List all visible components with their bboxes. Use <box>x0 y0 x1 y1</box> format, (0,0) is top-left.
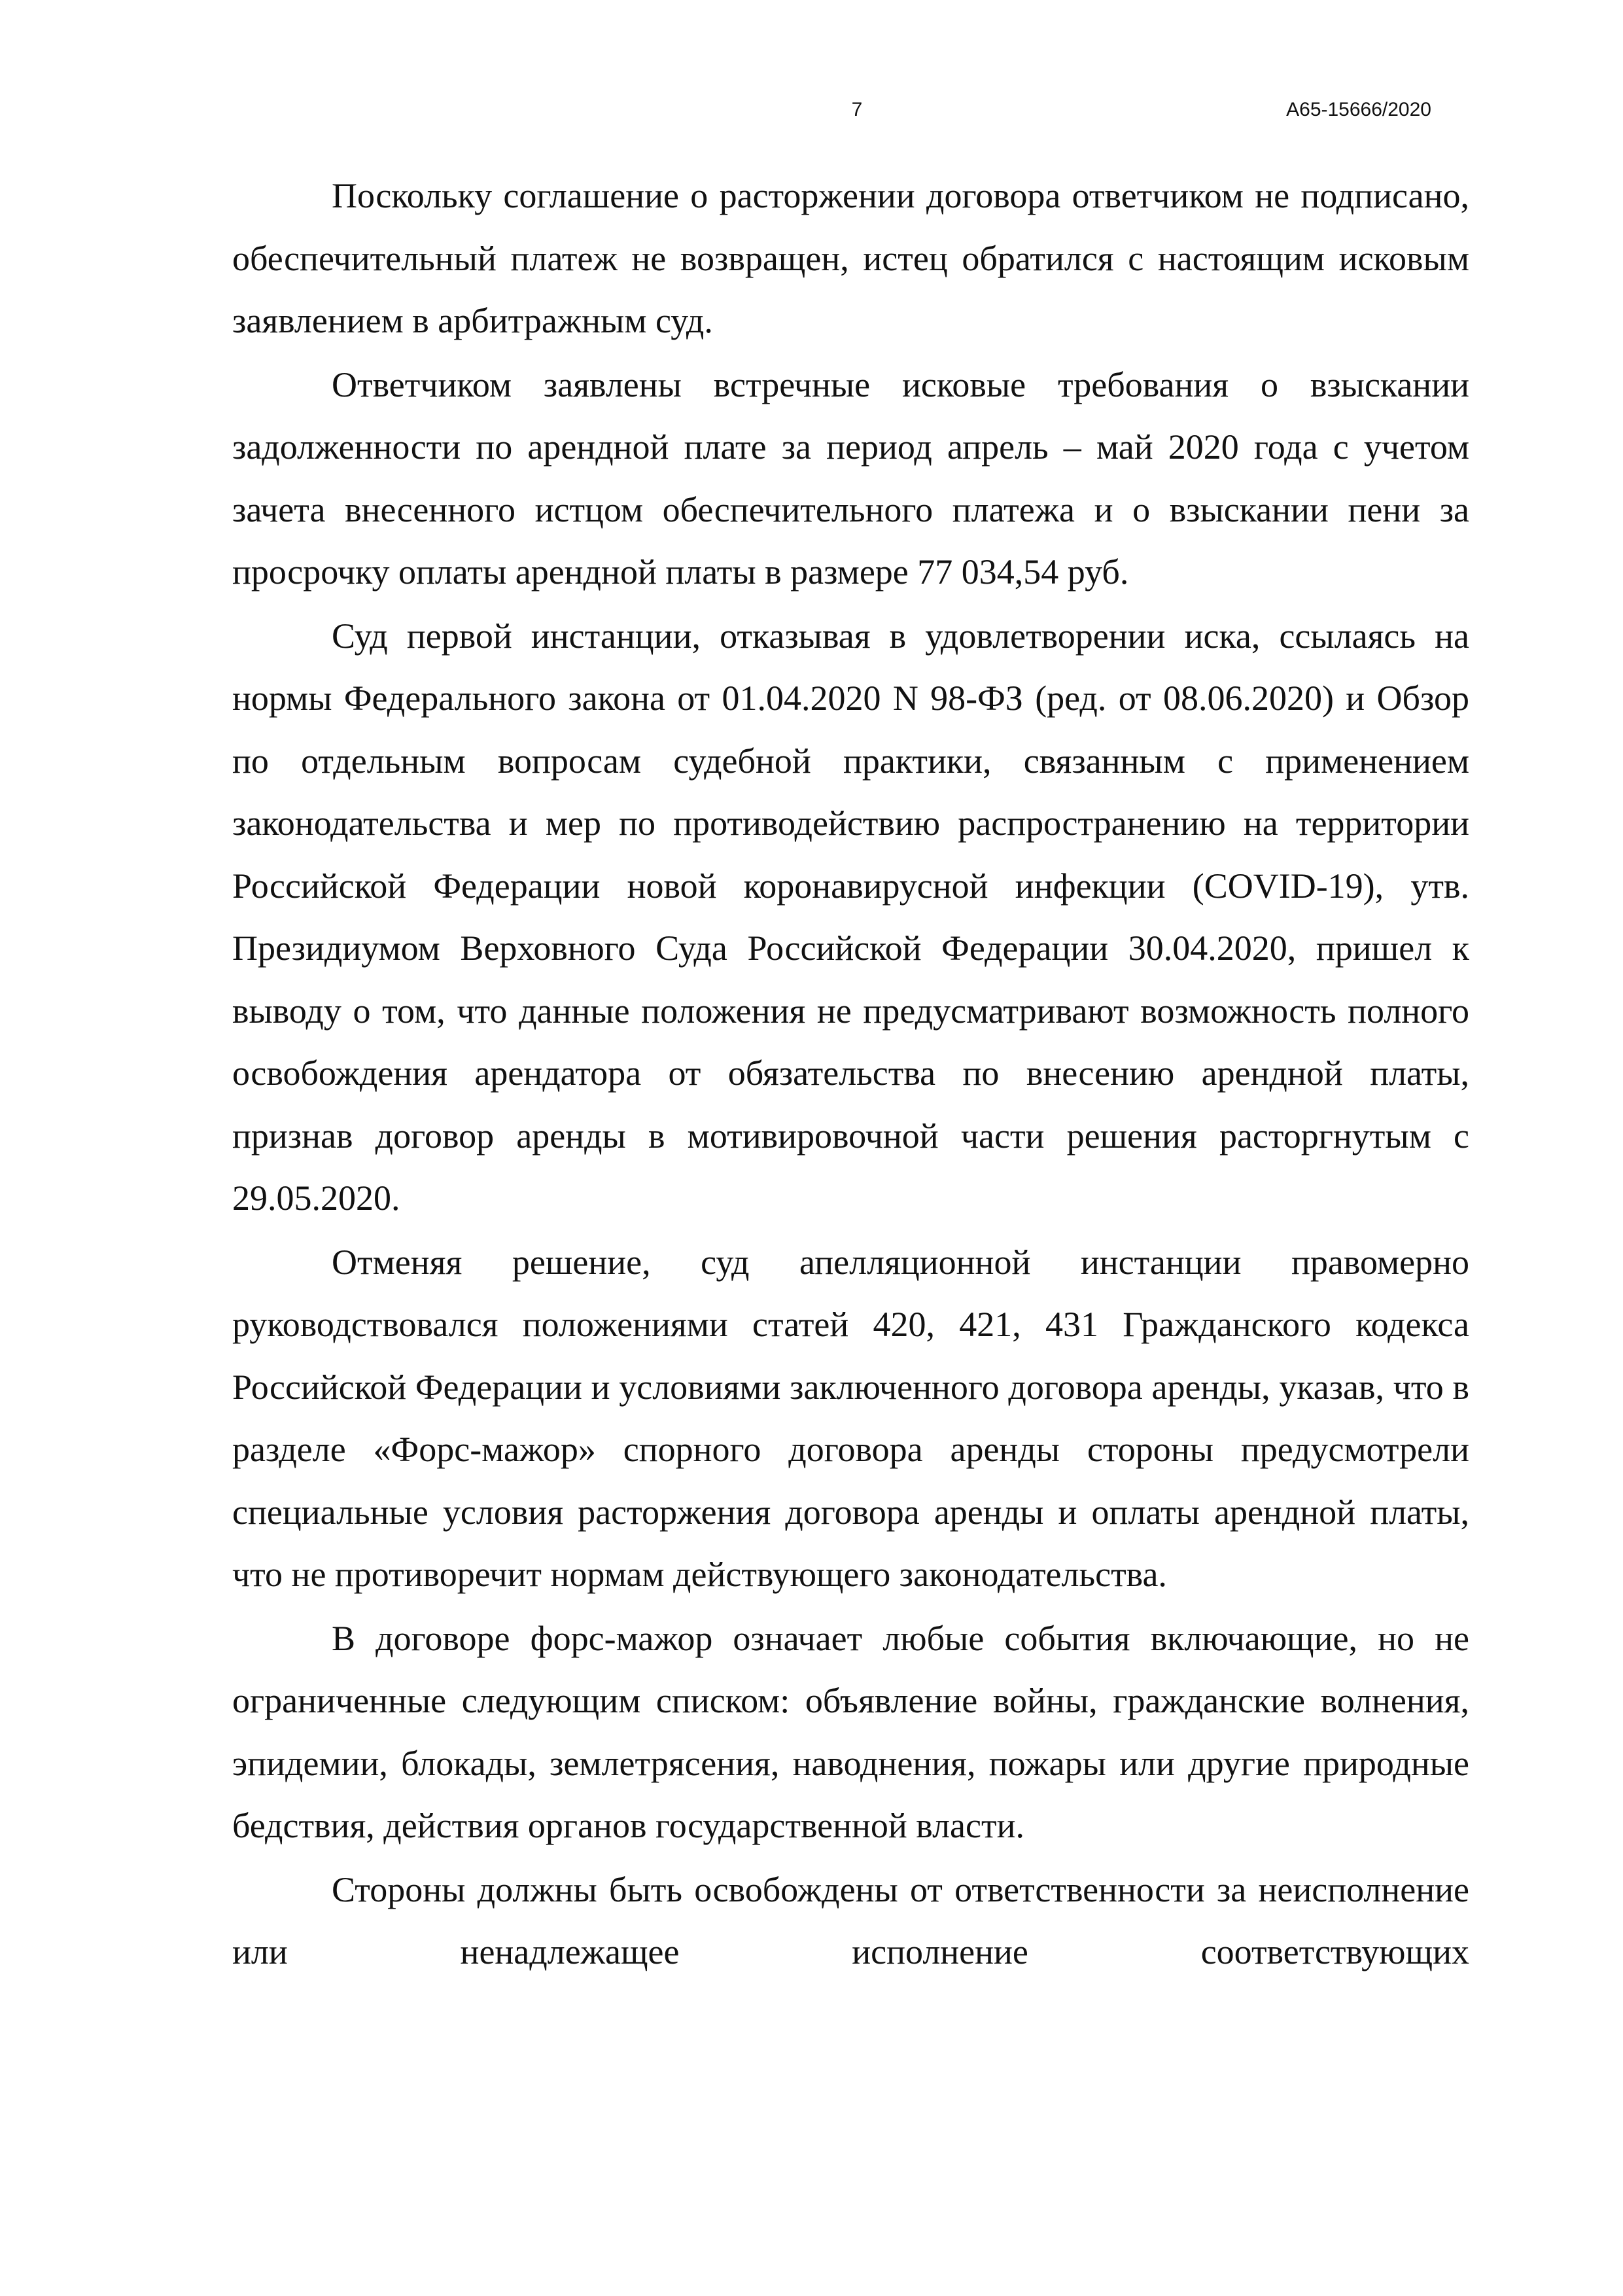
paragraph: Стороны должны быть освобождены от ответственности за неисполнение или ненадлежащее исполнение соответствующих <box>232 1869 1469 1971</box>
paragraph: Отменяя решение, суд апелляционной инстанции правомерно руководствовался положениями статей 420, 421, 431 Гражданского кодекса Российской Федерации и условиями заключенного договора аренды, указав, что в разделе «Форс-мажор» спорного договора аренды стороны предусмотрели специальные условия расторжения договора аренды и оплаты арендной платы, что не противоречит нормам действующего законодательства. <box>232 1242 1469 1594</box>
case-number: А65-15666/2020 <box>1286 99 1431 120</box>
paragraph: В договоре форс-мажор означает любые события включающие, но не ограниченные следующим списком: объявление войны, гражданские волнения, эпидемии, блокады, землетрясения, наводнения, пожары или другие природные бедствия, действия органов государственной власти. <box>232 1618 1469 1845</box>
paragraph: Поскольку соглашение о расторжении договора ответчиком не подписано, обеспечительный платеж не возвращен, истец обратился с настоящим исковым заявлением в арбитражным суд. <box>232 176 1469 340</box>
document-body <box>232 165 1469 1985</box>
paragraph: Ответчиком заявлены встречные исковые требования о взыскании задолженности по арендной плате за период апрель – май 2020 года с учетом зачета внесенного истцом обеспечительного платежа и о взыскании пени за просрочку оплаты арендной платы в размере 77 034,54 руб. <box>232 364 1469 592</box>
page-number: 7 <box>851 99 863 120</box>
paragraph: Суд первой инстанции, отказывая в удовлетворении иска, ссылаясь на нормы Федерального закона от 01.04.2020 N 98-ФЗ (ред. от 08.06.2020) и Обзор по отдельным вопросам судебной практики, связанным с применением законодательства и мер по противодействию распространению на территории Российской Федерации новой коронавирусной инфекции (COVID-19), утв. Президиумом Верховного Суда Российской Федерации 30.04.2020, пришел к выводу о том, что данные положения не предусматривают возможность полного освобождения арендатора от обязательства по внесению арендной платы, признав договор аренды в мотивировочной части решения расторгнутым с 29.05.2020. <box>232 616 1469 1218</box>
